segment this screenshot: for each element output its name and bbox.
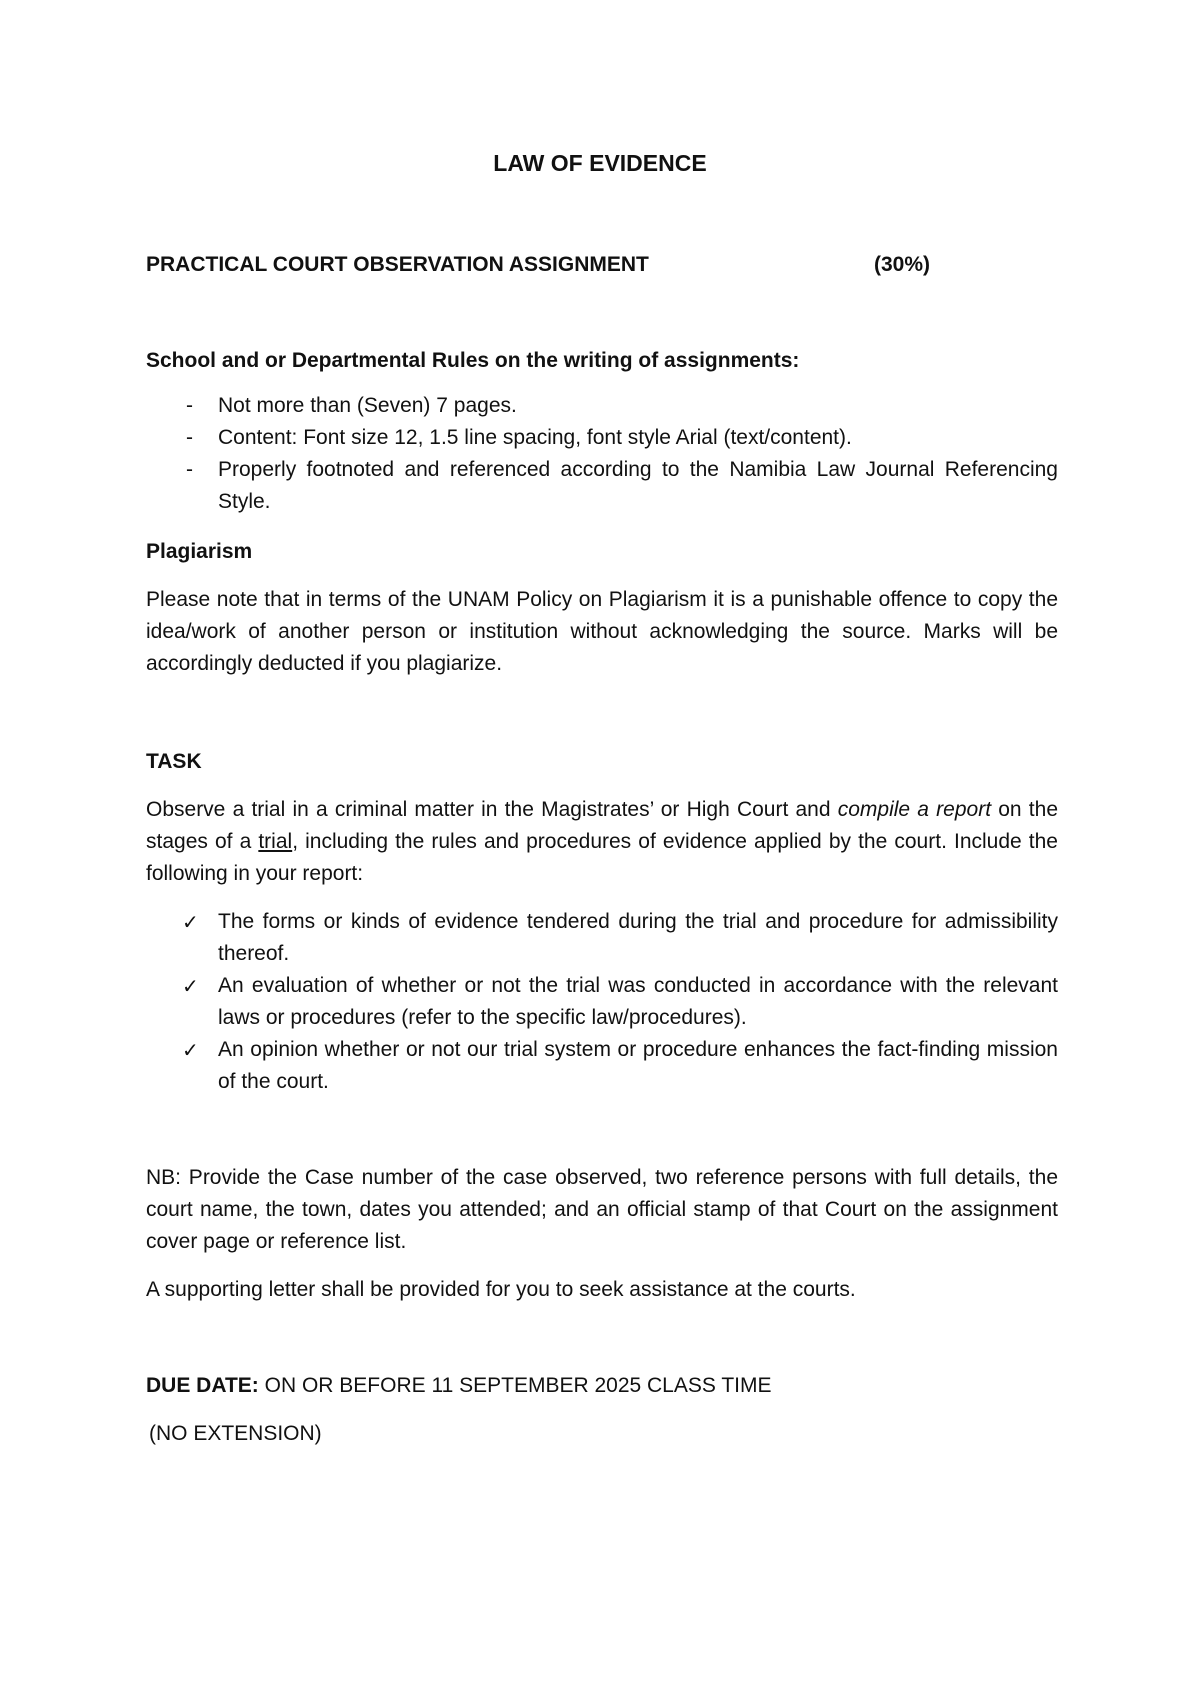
rule-text: Properly footnoted and referenced according to the Namibia Law Journal Referencing Style. — [218, 458, 1058, 513]
due-date — [146, 1370, 1058, 1402]
dash-marker: - — [186, 458, 193, 481]
task-intro-part3: , including the rules and procedures of evidence applied by the court. Include the following in your report: — [146, 830, 1058, 885]
list-item — [146, 970, 1058, 1034]
task-intro-italic: compile a report — [837, 798, 992, 821]
rule-text: Not more than (Seven) 7 pages. — [218, 394, 517, 417]
rules-heading: School and or Departmental Rules on the writing of assignments: — [146, 349, 800, 372]
document-title: LAW OF EVIDENCE — [493, 150, 707, 176]
list-item — [146, 454, 1058, 518]
checkmark-icon: ✓ — [182, 1038, 199, 1062]
assignment-heading — [146, 249, 1058, 279]
dash-marker: - — [186, 394, 193, 417]
checkmark-icon: ✓ — [182, 910, 199, 934]
supporting-letter-text: A supporting letter shall be provided for you to seek assistance at the courts. — [146, 1278, 856, 1301]
task-intro — [146, 794, 1058, 890]
task-heading: TASK — [146, 750, 202, 773]
task-item-text: An opinion whether or not our trial system or procedure enhances the fact-finding mission of the court. — [218, 1038, 1058, 1093]
list-item — [146, 390, 1058, 422]
assignment-weight: (30%) — [874, 253, 931, 276]
dash-marker: - — [186, 426, 193, 449]
nb-text: NB: Provide the Case number of the case observed, two reference persons with full details, the court name, the town, dates you attended; and an official stamp of that Court on the assignment cover page or reference list. — [146, 1166, 1058, 1253]
task-intro-part2: on the stages of a — [146, 798, 1058, 853]
list-item — [146, 906, 1058, 970]
no-extension-note: (NO EXTENSION) — [149, 1422, 322, 1445]
task-checklist — [146, 906, 1058, 1098]
list-item — [146, 422, 1058, 454]
rule-text: Content: Font size 12, 1.5 line spacing, font style Arial (text/content). — [218, 426, 852, 449]
checkmark-icon: ✓ — [182, 974, 199, 998]
task-intro-underlined: trial — [258, 830, 293, 853]
plagiarism-text: Please note that in terms of the UNAM Policy on Plagiarism it is a punishable offence to copy the idea/work of another person or institution without acknowledging the source. Marks will be accordingly deducted if you plagiarize. — [146, 588, 1058, 675]
list-item — [146, 1034, 1058, 1098]
task-item-text: An evaluation of whether or not the trial was conducted in accordance with the relevant laws or procedures (refer to the specific law/procedures). — [218, 974, 1058, 1029]
task-item-text: The forms or kinds of evidence tendered during the trial and procedure for admissibility thereof. — [218, 910, 1058, 965]
rules-list — [146, 390, 1058, 518]
plagiarism-heading: Plagiarism — [146, 540, 253, 563]
due-date-value: ON OR BEFORE 11 SEPTEMBER 2025 CLASS TIME — [258, 1374, 772, 1397]
due-date-label: DUE DATE: — [146, 1374, 259, 1397]
task-intro-part1: Observe a trial in a criminal matter in the Magistrates’ or High Court and — [146, 798, 838, 821]
assignment-name: PRACTICAL COURT OBSERVATION ASSIGNMENT — [146, 253, 649, 276]
